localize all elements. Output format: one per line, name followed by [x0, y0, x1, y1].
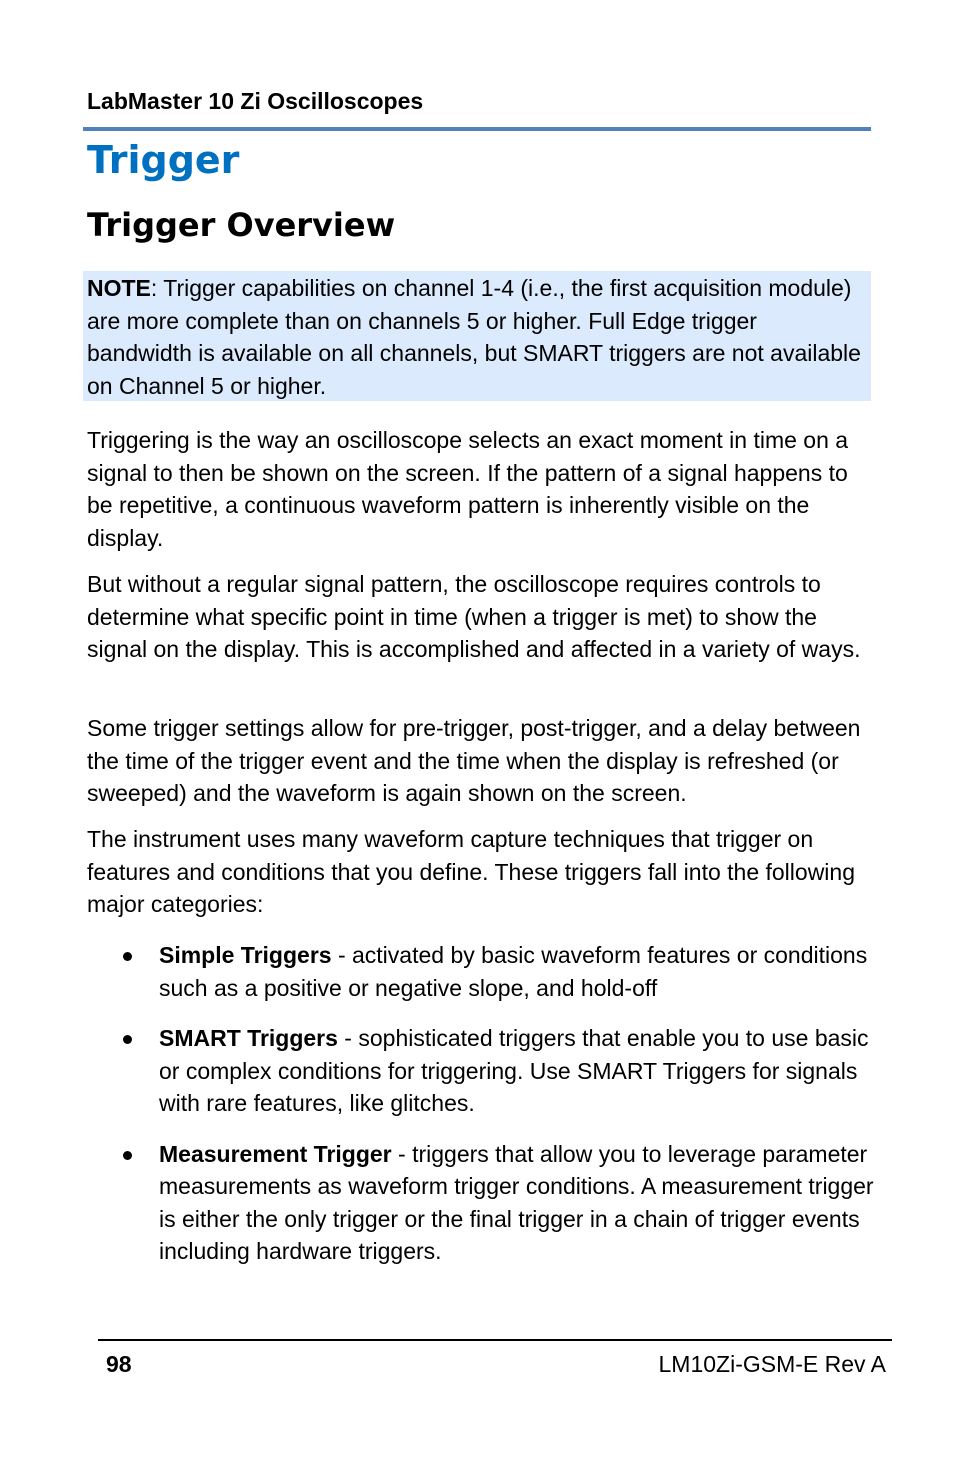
footer-divider — [98, 1339, 892, 1341]
category-term: SMART Triggers — [159, 1025, 338, 1051]
note-box — [83, 271, 871, 401]
note-label: NOTE — [87, 275, 151, 301]
header-divider — [83, 127, 871, 131]
list-item-simple-triggers — [87, 939, 877, 1004]
bullet-icon — [123, 1035, 132, 1044]
paragraph-trigger-categories-intro: The instrument uses many waveform capture techniques that trigger on features and conditions that you define. These triggers fall into the following major categories: — [87, 826, 855, 917]
section-title: Trigger Overview — [87, 206, 396, 244]
paragraph-triggering-definition: Triggering is the way an oscilloscope selects an exact moment in time on a signal to then be shown on the screen. If the pattern of a signal happens to be repetitive, a continuous waveform pattern is inherently visible on the display. — [87, 427, 849, 551]
bullet-icon — [123, 1151, 132, 1160]
document-id: LM10Zi-GSM-E Rev A — [658, 1351, 886, 1377]
category-term: Measurement Trigger — [159, 1140, 392, 1167]
bullet-icon — [123, 952, 132, 961]
paragraph-irregular-signals: But without a regular signal pattern, the oscilloscope requires controls to determine what specific point in time (when a trigger is met) to show the signal on the display. This is accomplished and affected in a variety of ways. — [87, 571, 861, 662]
category-description: - triggers that allow you to leverage parameter measurements as waveform trigger conditions. A measurement trigger is either the only trigger or the final trigger in a chain of trigger events including hardware triggers. — [159, 1140, 874, 1264]
note-text — [87, 271, 867, 402]
list-item-smart-triggers — [87, 1022, 877, 1120]
paragraph-trigger-settings: Some trigger settings allow for pre-trigger, post-trigger, and a delay between the time of the trigger event and the time when the display is refreshed (or sweeped) and the waveform is again shown on the screen. — [87, 715, 861, 806]
list-item-measurement-trigger — [87, 1138, 877, 1268]
chapter-title: Trigger — [87, 138, 240, 182]
running-header-title: LabMaster 10 Zi Oscilloscopes — [87, 88, 424, 114]
category-description: - activated by basic waveform features or conditions such as a positive or negative slope, and hold-off — [159, 942, 868, 1001]
note-body: : Trigger capabilities on channel 1-4 (i.e., the first acquisition module) are more complete than on channels 5 or higher. Full Edge trigger bandwidth is available on all channels, but SMART triggers are not available on Channel 5 or higher. — [87, 275, 861, 399]
page-number: 98 — [106, 1351, 132, 1377]
category-term: Simple Triggers — [159, 942, 332, 968]
category-description: - sophisticated triggers that enable you to use basic or complex conditions for triggering. Use SMART Triggers for signals with rare features, like glitches. — [159, 1025, 869, 1116]
trigger-category-list — [87, 939, 877, 1268]
